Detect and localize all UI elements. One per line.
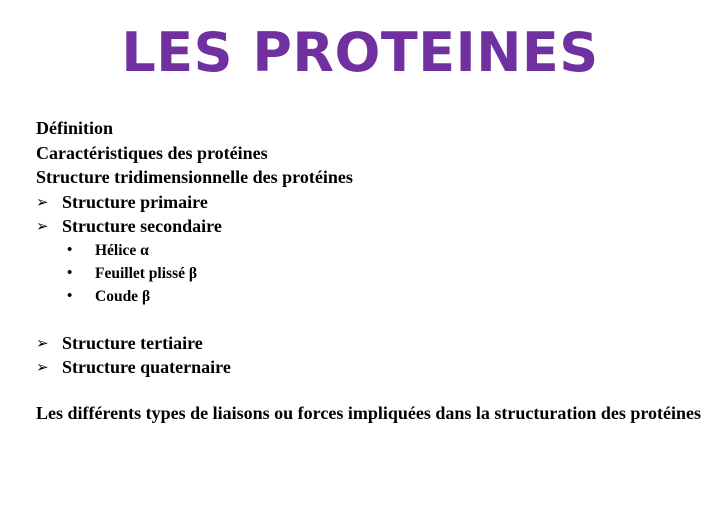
item-label: Structure tertiaire — [62, 332, 203, 353]
spacer — [36, 380, 696, 403]
item-structure-secondaire — [36, 214, 696, 239]
arrow-bullet-icon: ➢ — [36, 217, 49, 235]
slide-body — [36, 116, 702, 423]
dot-bullet-icon: • — [67, 287, 73, 304]
slide-title: LES PROTEINES — [121, 21, 599, 84]
sub-item-label: Hélice α — [95, 241, 149, 259]
item-caracteristiques: Caractéristiques des protéines — [36, 142, 268, 163]
item-liaisons: Les différents types de liaisons ou forces impliquées dans la structuration des protéines — [36, 402, 702, 423]
sub-item-feuillet — [67, 262, 696, 285]
item-definition: Définition — [36, 118, 114, 138]
item-label: Structure quaternaire — [62, 357, 231, 377]
dot-bullet-icon: • — [67, 241, 73, 258]
sub-item-label: Coude β — [95, 287, 151, 305]
sub-item-coude — [67, 285, 696, 308]
item-structure-primaire — [36, 190, 696, 215]
spacer — [36, 308, 696, 331]
secondary-structure-list — [36, 239, 696, 308]
arrow-bullet-icon: ➢ — [36, 333, 49, 352]
item-structure-tertiaire — [36, 331, 696, 356]
arrow-bullet-icon: ➢ — [36, 192, 49, 211]
item-label: Structure secondaire — [62, 216, 222, 236]
item-label: Structure primaire — [62, 191, 208, 212]
sub-item-helice — [67, 239, 696, 262]
item-structure-tridimensionnelle: Structure tridimensionnelle des protéines — [36, 167, 353, 187]
dot-bullet-icon: • — [67, 264, 73, 281]
item-structure-quaternaire — [36, 355, 696, 380]
arrow-bullet-icon: ➢ — [36, 358, 49, 376]
sub-item-label: Feuillet plissé β — [95, 264, 198, 282]
